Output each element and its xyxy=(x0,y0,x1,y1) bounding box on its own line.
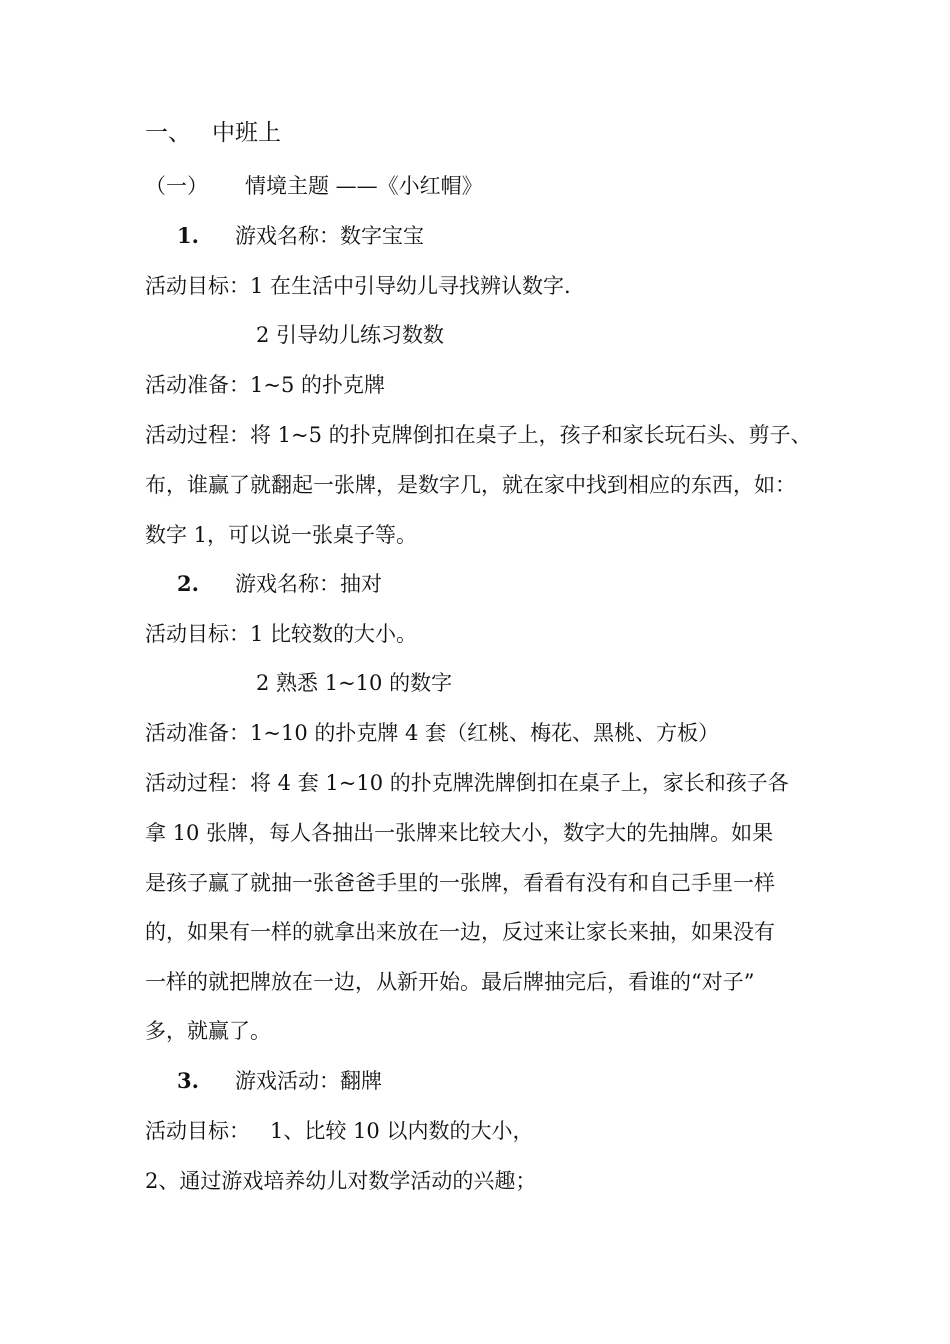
game-2-prep: 活动准备：1~10 的扑克牌 4 套（红桃、梅花、黑桃、方板） xyxy=(145,721,720,745)
subsection-title: 情境主题 ——《小红帽》 xyxy=(245,174,483,198)
game-1-goal-1: 活动目标：1 在生活中引导幼儿寻找辨认数字. xyxy=(145,274,571,298)
game-1-prep: 活动准备：1~5 的扑克牌 xyxy=(145,373,385,397)
game-2-process-line-6: 多，就赢了。 xyxy=(145,1019,271,1043)
subsection-heading xyxy=(145,171,483,201)
game-2-title: 游戏名称：抽对 xyxy=(235,572,382,596)
game-2-process-line-3: 是孩子赢了就抽一张爸爸手里的一张牌，看看有没有和自己手里一样 xyxy=(145,871,775,895)
game-2-process-line-4: 的，如果有一样的就拿出来放在一边，反过来让家长来抽，如果没有 xyxy=(145,920,775,944)
game-3-heading xyxy=(177,1066,382,1096)
game-2-number: 2. xyxy=(177,571,199,596)
game-3-number: 3. xyxy=(177,1068,199,1093)
game-1-process-line-3: 数字 1，可以说一张桌子等。 xyxy=(145,523,418,547)
game-1-heading xyxy=(177,221,424,251)
game-2-process-line-1: 活动过程：将 4 套 1~10 的扑克牌洗牌倒扣在桌子上，家长和孩子各 xyxy=(145,771,789,795)
game-2-goal-2: 2 熟悉 1~10 的数字 xyxy=(256,671,453,695)
game-1-process-line-2: 布，谁赢了就翻起一张牌，是数字几，就在家中找到相应的东西，如： xyxy=(145,473,796,497)
game-3-goal-2: 2、通过游戏培养幼儿对数学活动的兴趣； xyxy=(145,1169,537,1193)
subsection-number: （一） xyxy=(145,174,208,198)
section-title: 中班上 xyxy=(212,120,281,146)
section-number: 一、 xyxy=(145,120,191,146)
section-heading xyxy=(145,118,281,148)
game-2-heading xyxy=(177,569,382,599)
game-2-goal-1: 活动目标：1 比较数的大小。 xyxy=(145,622,418,646)
game-2-process-line-2: 拿 10 张牌，每人各抽出一张牌来比较大小，数字大的先抽牌。如果 xyxy=(145,821,774,845)
game-1-title: 游戏名称：数字宝宝 xyxy=(235,224,424,248)
game-3-goal-1: 活动目标： 1、比较 10 以内数的大小， xyxy=(145,1119,534,1143)
game-1-goal-2: 2 引导幼儿练习数数 xyxy=(256,323,445,347)
game-3-title: 游戏活动：翻牌 xyxy=(235,1069,382,1093)
game-2-process-line-5: 一样的就把牌放在一边，从新开始。最后牌抽完后，看谁的“对子” xyxy=(145,970,755,994)
game-1-process-line-1: 活动过程：将 1~5 的扑克牌倒扣在桌子上，孩子和家长玩石头、剪子、 xyxy=(145,423,812,447)
game-1-number: 1. xyxy=(177,223,199,248)
